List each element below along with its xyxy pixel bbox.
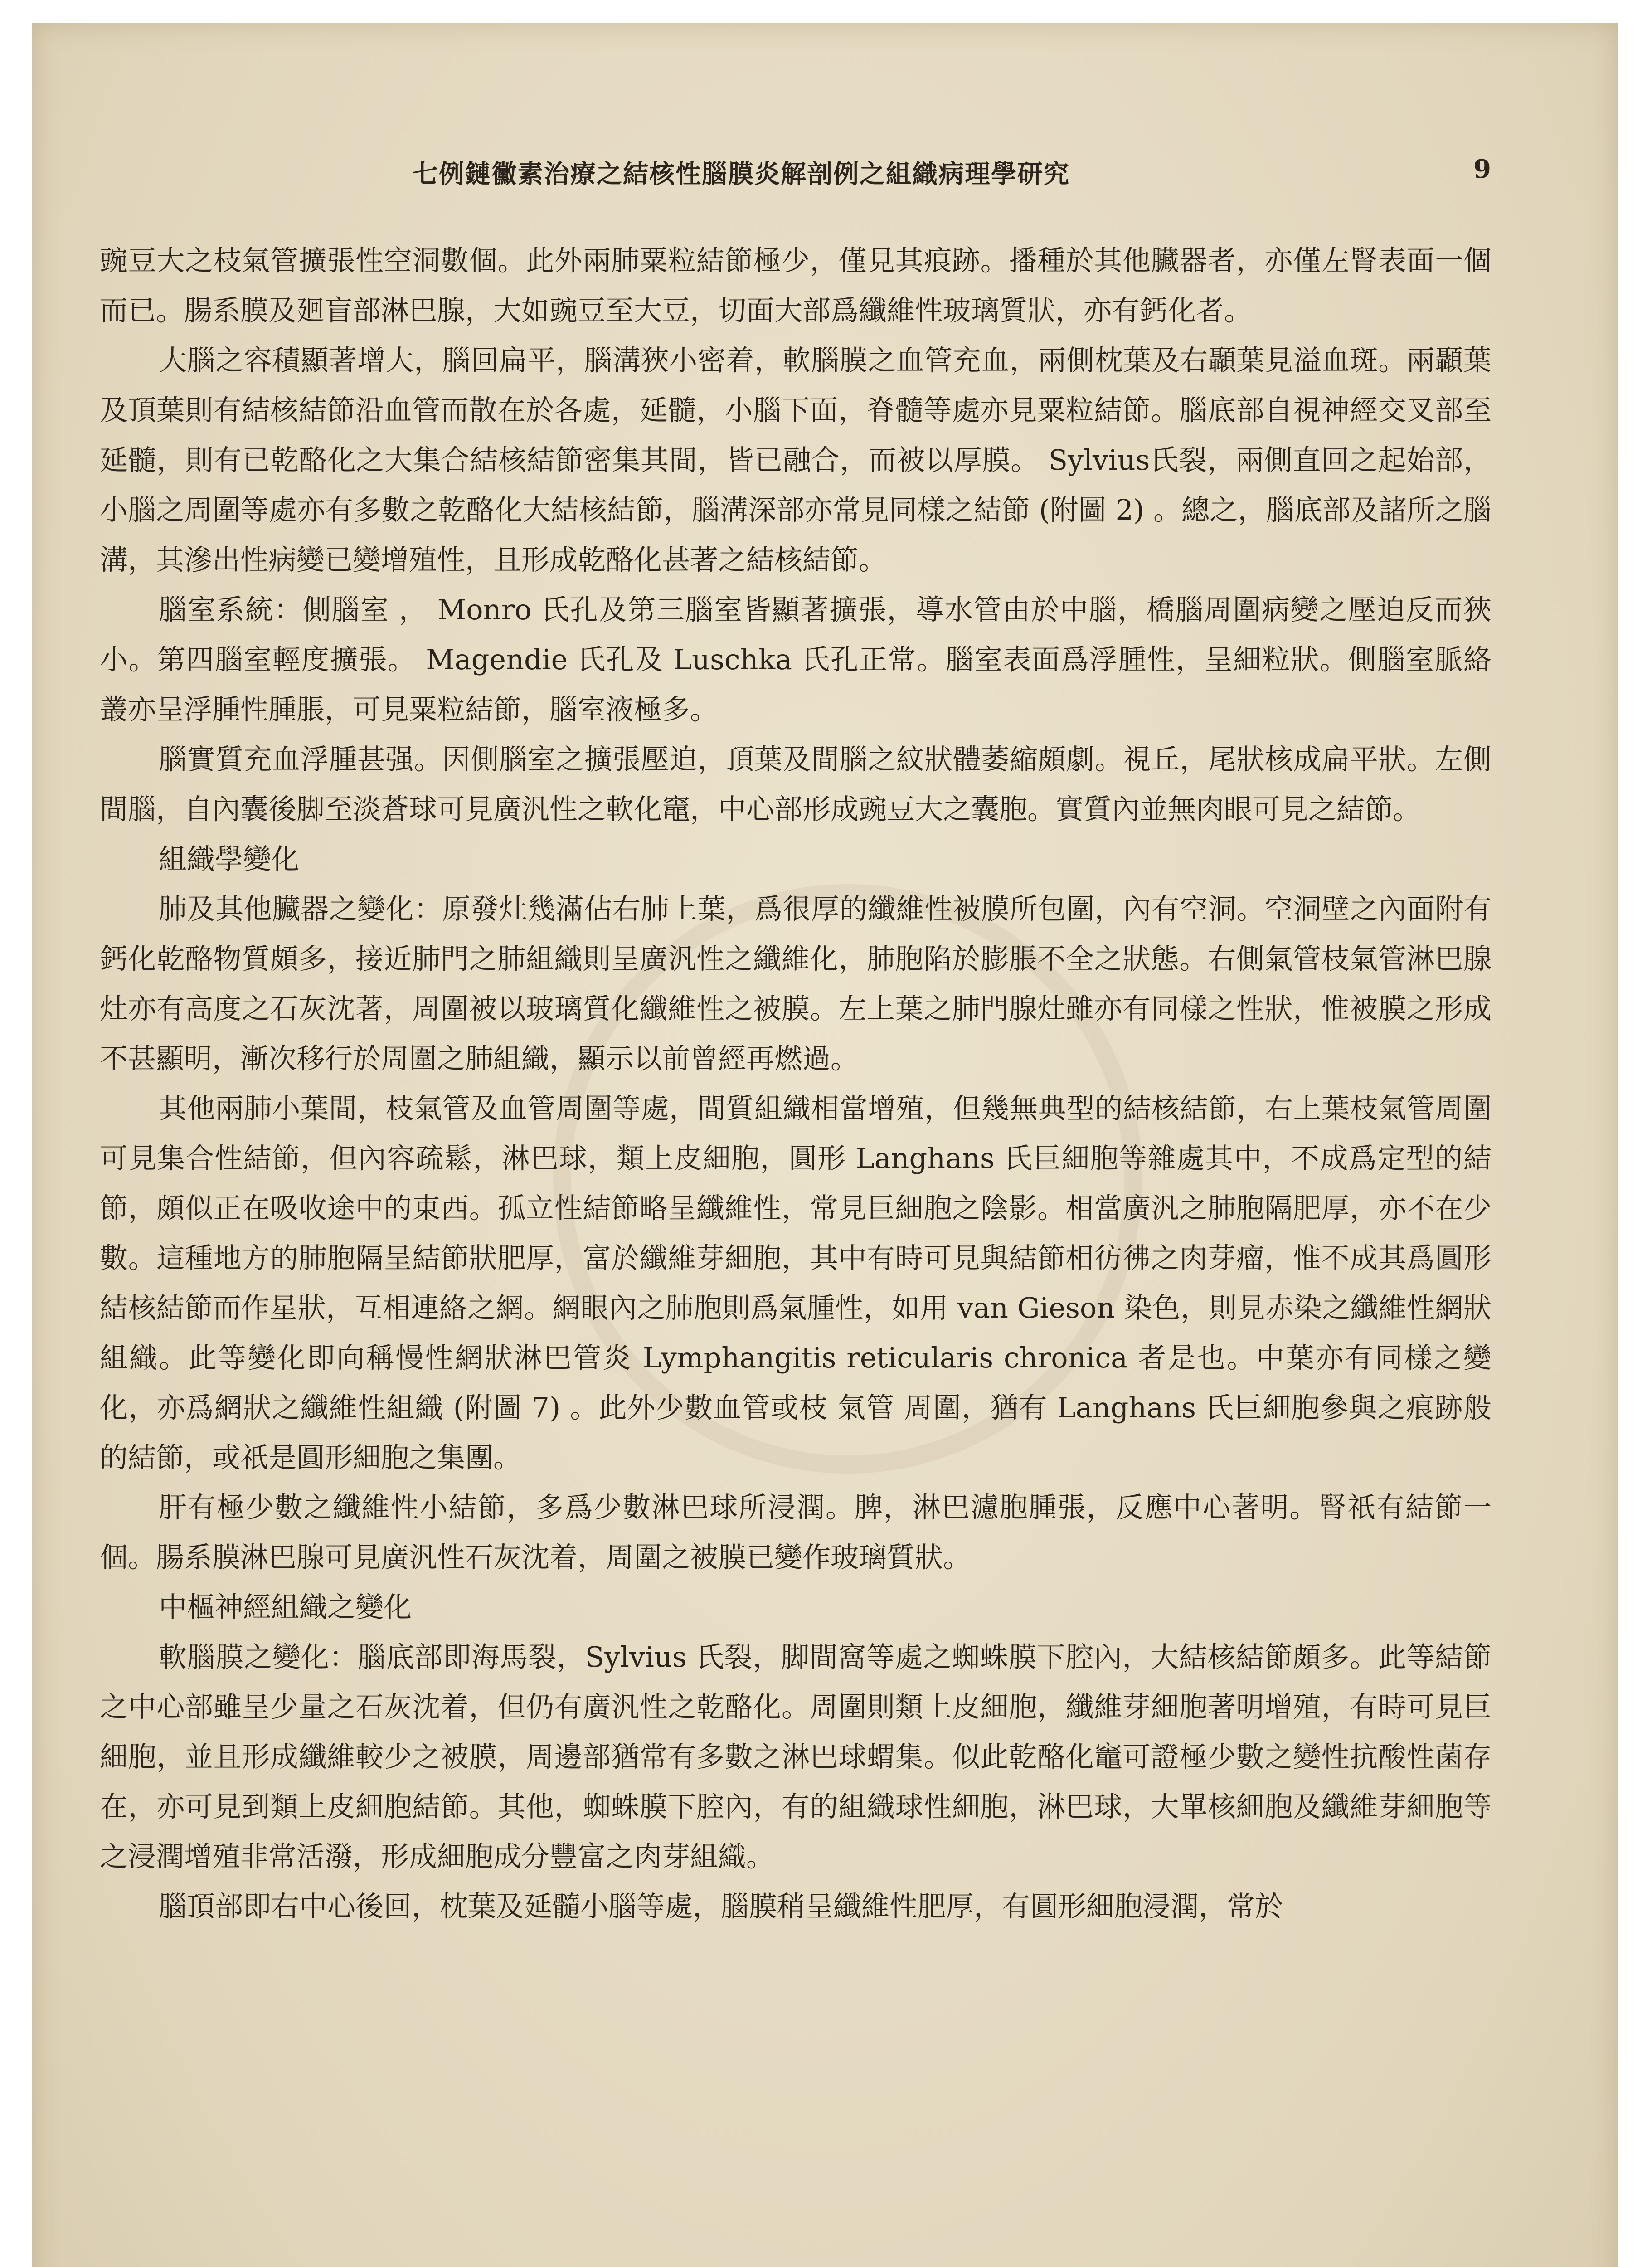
paragraph: 其他兩肺小葉間，枝氣管及血管周圍等處，間質組織相當增殖，但幾無典型的結核結節，右上葉枝氣管周圍可見集合性結節，但內容疏鬆，淋巴球，類上皮細胞，圓形 Langhans 氏巨細胞等雜處其中，不成爲定型的結節，頗似正在吸收途中的東西。孤立性結節略呈纖維性，常見巨細胞之陰影。相當廣汎之肺胞隔肥厚，亦不在少數。這種地方的肺胞隔呈結節狀肥厚，富於纖維芽細胞，其中有時可見與結節相彷彿之肉芽瘤，惟不成其爲圓形結核結節而作星狀，互相連絡之網。網眼內之肺胞則爲氣腫性，如用 van Gieson 染色，則見赤染之纖維性網狀組織。此等變化即向稱慢性網狀淋巴管炎 Lymphangitis reticularis chronica 者是也。中葉亦有同樣之變化，亦爲網狀之纖維性組織 (附圖 7) 。此外少數血管或枝 氣管 周圍，猶有 Langhans 氏巨細胞參與之痕跡般的結節，或祇是圓形細胞之集團。 [100,1092,1492,1474]
paragraph: 肝有極少數之纖維性小結節，多爲少數淋巴球所浸潤。脾，淋巴濾胞腫張，反應中心著明。腎祇有結節一個。腸系膜淋巴腺可見廣汎性石灰沈着，周圍之被膜已變作玻璃質狀。 [100,1491,1492,1574]
paragraph: 肺及其他臟器之變化：原發灶幾滿佔右肺上葉，爲很厚的纖維性被膜所包圍，內有空洞。空洞壁之內面附有鈣化乾酪物質頗多，接近肺門之肺組織則呈廣汎性之纖維化，肺胞陷於膨脹不全之狀態。右側氣管枝氣管淋巴腺灶亦有高度之石灰沈著，周圍被以玻璃質化纖維性之被膜。左上葉之肺門腺灶雖亦有同樣之性狀，惟被膜之形成不甚顯明，漸次移行於周圍之肺組織，顯示以前曾經再燃過。 [100,892,1492,1075]
paragraph: 軟腦膜之變化：腦底部即海馬裂，Sylvius 氏裂，脚間窩等處之蜘蛛膜下腔內，大結核結節頗多。此等結節之中心部雖呈少量之石灰沈着，但仍有廣汎性之乾酪化。周圍則類上皮細胞，纖維芽細胞著明增殖，有時可見巨細胞，並且形成纖維較少之被膜，周邊部猶常有多數之淋巴球蝟集。似此乾酪化竈可證極少數之變性抗酸性菌存在，亦可見到類上皮細胞結節。其他，蜘蛛膜下腔內，有的組織球性細胞，淋巴球，大單核細胞及纖維芽細胞等之浸潤增殖非常活潑，形成細胞成分豐富之肉芽組織。 [100,1640,1492,1873]
running-header [32,154,1618,199]
section-heading: 中樞神經組織之變化 [159,1591,412,1624]
page-number: 9 [1473,154,1491,184]
article-body [100,236,1492,1931]
scanned-page [32,23,1618,2267]
paragraph: 腦頂部即右中心後回，枕葉及延髓小腦等處，腦膜稍呈纖維性肥厚，有圓形細胞浸潤，常於 [159,1890,1283,1923]
paragraph: 腦實質充血浮腫甚强。因側腦室之擴張壓迫，頂葉及間腦之紋狀體萎縮頗劇。視丘，尾狀核成扁平狀。左側間腦，自內囊後脚至淡蒼球可見廣汎性之軟化竈，中心部形成豌豆大之囊胞。實質內並無肉眼可見之結節。 [100,743,1492,826]
section-heading: 組織學變化 [159,842,300,876]
paragraph: 豌豆大之枝氣管擴張性空洞數個。此外兩肺粟粒結節極少，僅見其痕跡。播種於其他臟器者，亦僅左腎表面一個而已。腸系膜及廻盲部淋巴腺，大如豌豆至大豆，切面大部爲纖維性玻璃質狀，亦有鈣化者。 [100,244,1492,327]
paragraph: 大腦之容積顯著增大，腦回扁平，腦溝狹小密着，軟腦膜之血管充血，兩側枕葉及右顳葉見溢血斑。兩顳葉及頂葉則有結核結節沿血管而散在於各處，延髓，小腦下面，脊髓等處亦見粟粒結節。腦底部自視神經交叉部至延髓，則有已乾酪化之大集合結核結節密集其間，皆已融合，而被以厚膜。 Sylvius氏裂，兩側直回之起始部，小腦之周圍等處亦有多數之乾酪化大結核結節，腦溝深部亦常見同樣之結節 (附圖 2) 。總之，腦底部及諸所之腦溝，其滲出性病變已變增殖性，且形成乾酪化甚著之結核結節。 [100,344,1492,576]
header-title: 七例鏈黴素治療之結核性腦膜炎解剖例之組織病理學研究 [413,159,1070,189]
paragraph: 腦室系統：側腦室 ， Monro 氏孔及第三腦室皆顯著擴張，導水管由於中腦，橋腦周圍病變之壓迫反而狹小。第四腦室輕度擴張。 Magendie 氏孔及 Luschka 氏孔正常。腦室表面爲浮腫性，呈細粒狀。側腦室脈絡叢亦呈浮腫性腫脹，可見粟粒結節，腦室液極多。 [100,593,1492,726]
